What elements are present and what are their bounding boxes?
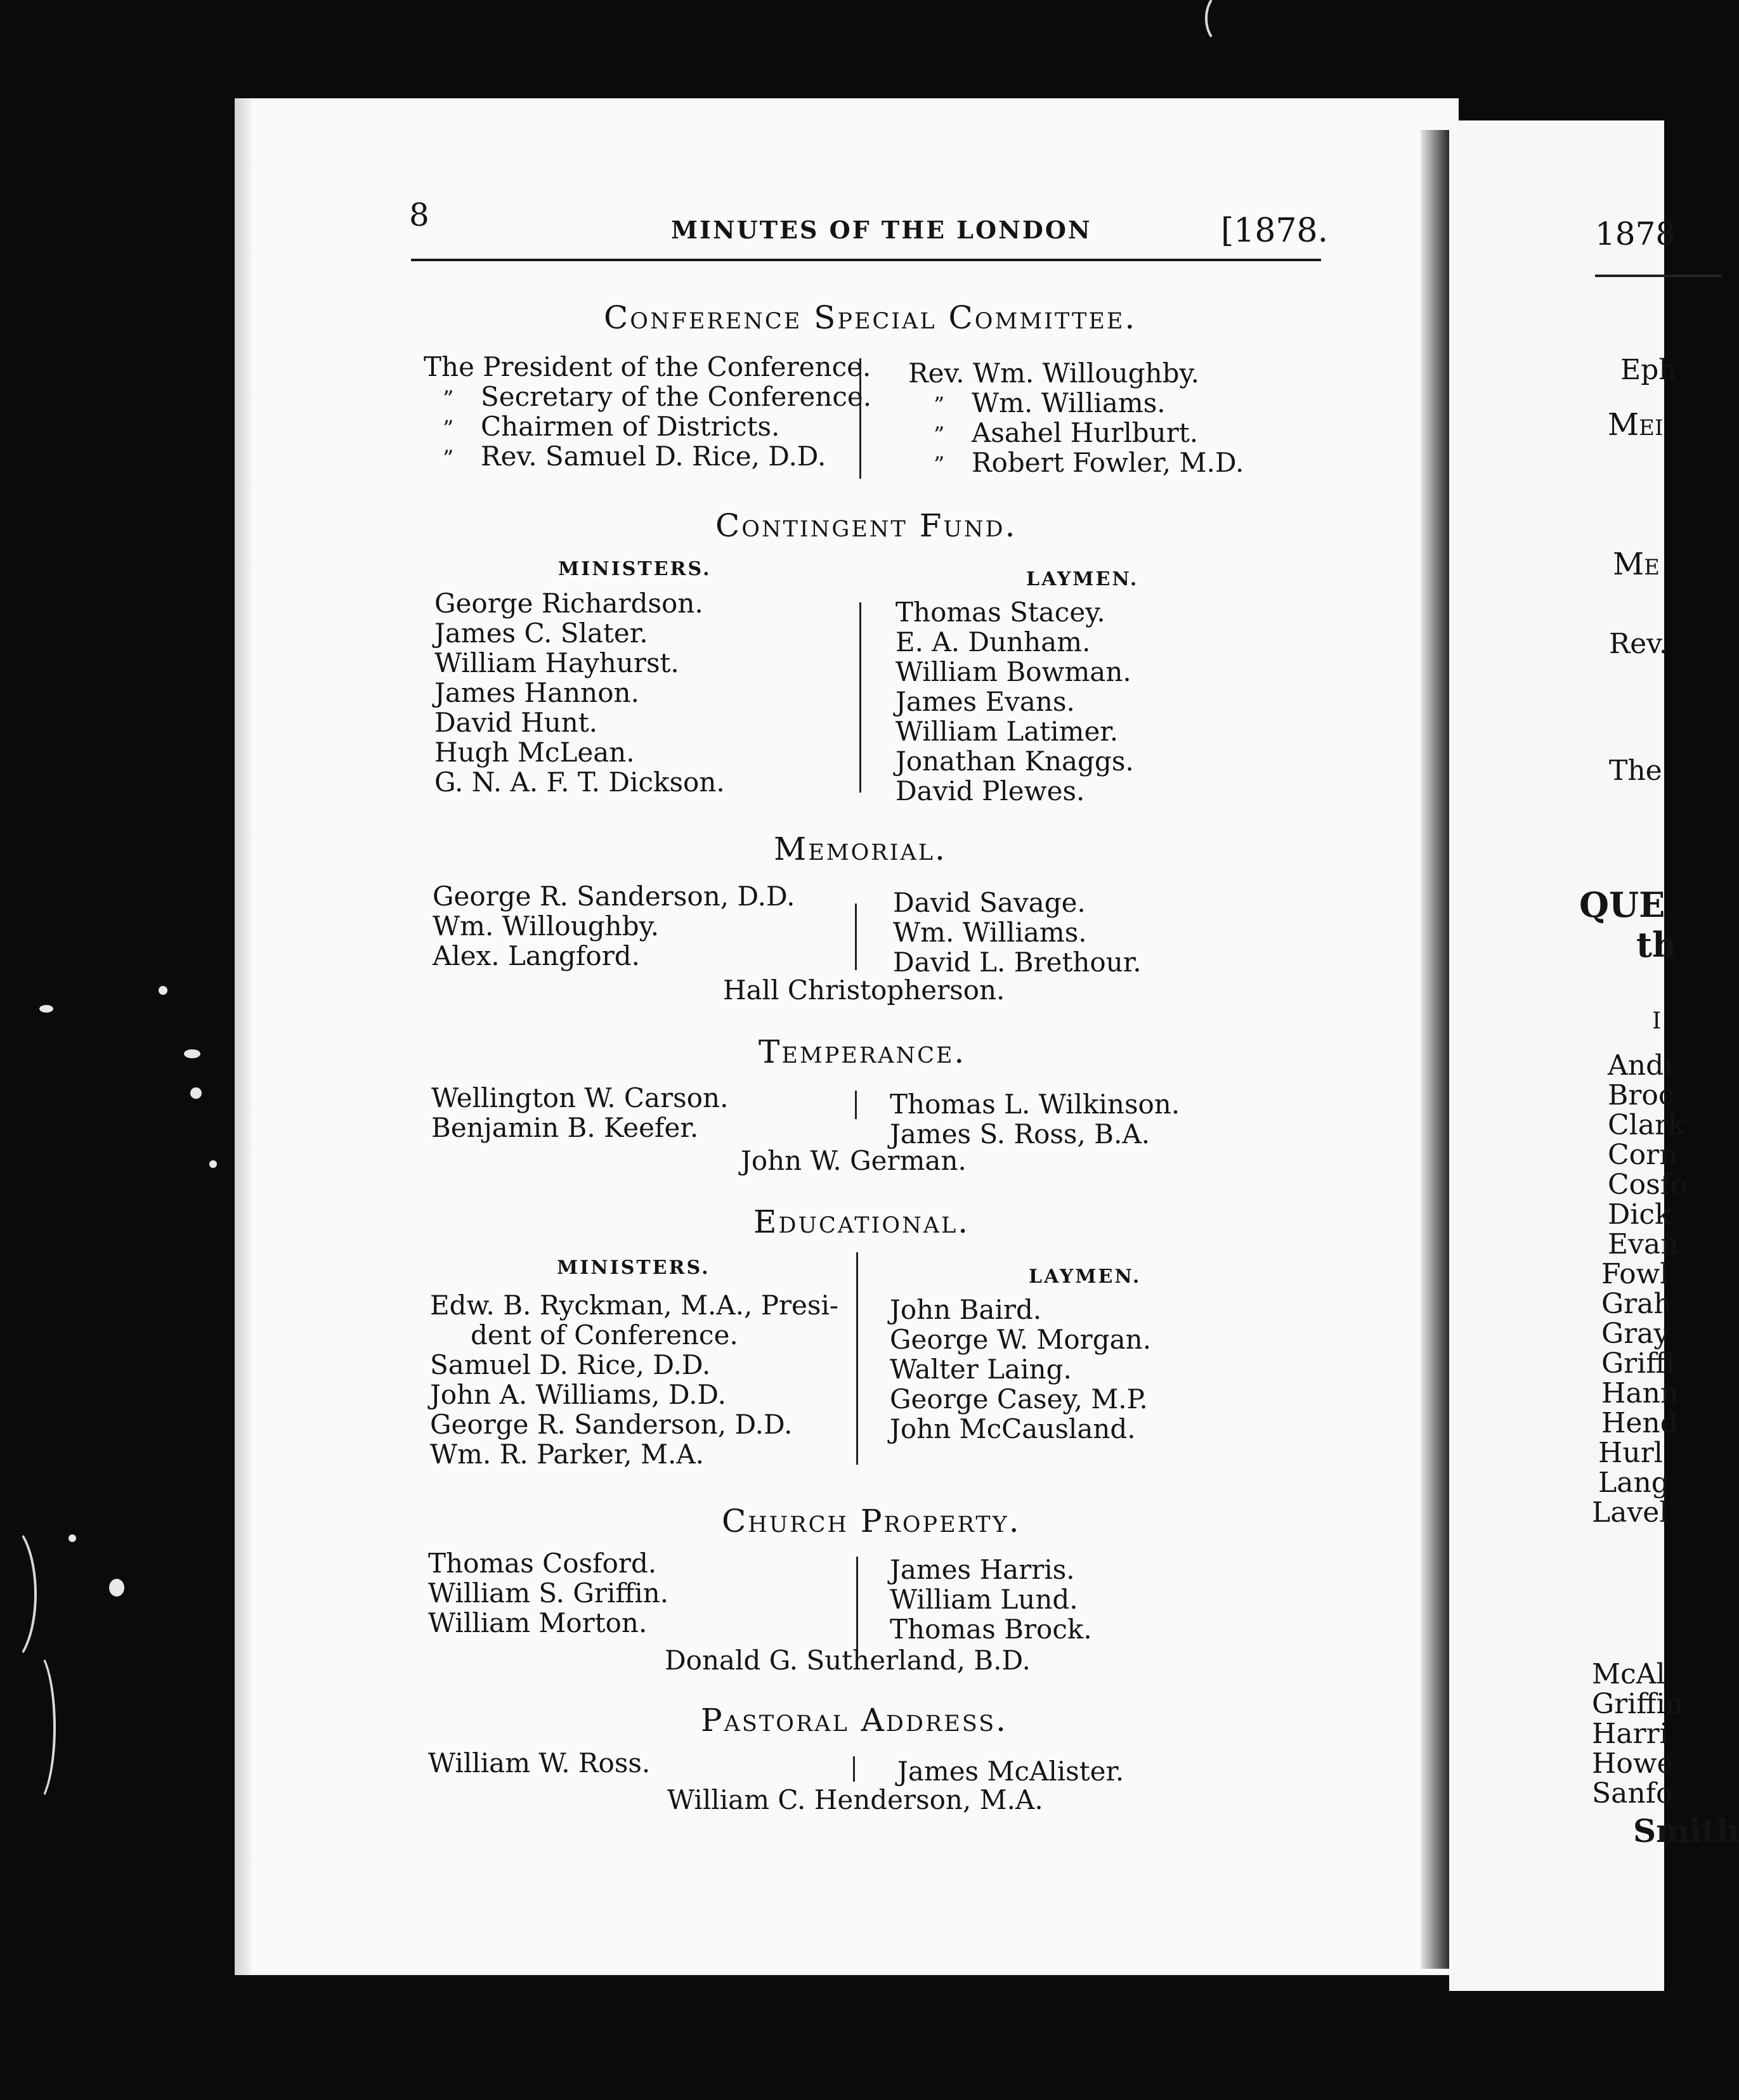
contingent-minister: William Hayhurst. <box>434 647 679 678</box>
right-page-fragment-line: Mei <box>1608 407 1664 443</box>
right-page-fragment-line: I <box>1652 1008 1662 1034</box>
section-title-temperance: Temperance. <box>759 1034 967 1070</box>
section-title-pastoral-address: Pastoral Address. <box>701 1702 1008 1739</box>
right-page-fragment-line: Cosfo <box>1608 1169 1688 1201</box>
temperance-member: Thomas L. Wilkinson. <box>890 1089 1180 1120</box>
church-property-member: William Morton. <box>428 1607 648 1638</box>
contingent-minister: David Hunt. <box>434 707 598 738</box>
right-page-fragment-line: Eph <box>1620 354 1677 386</box>
right-page-fragment-line: Lavel <box>1592 1496 1669 1529</box>
section-title-special-committee: Conference Special Committee. <box>604 299 1137 336</box>
right-page-fragment-line: Evan <box>1608 1228 1679 1261</box>
right-page-fragment-line: Corn <box>1608 1139 1677 1171</box>
book-gutter <box>1421 130 1449 1969</box>
page-running-title: MINUTES OF THE LONDON <box>671 216 1092 244</box>
special-right-line: ” Wm. Williams. <box>934 387 1166 418</box>
church-property-center-name: Donald G. Sutherland, B.D. <box>665 1645 1031 1676</box>
memorial-member: Wm. Willoughby. <box>433 911 660 942</box>
background-speck <box>159 986 167 995</box>
right-page-fragment-line: Clark <box>1608 1109 1685 1141</box>
background-speck <box>184 1049 200 1058</box>
contingent-minister: Hugh McLean. <box>434 737 635 768</box>
laymen-heading: LAYMEN. <box>1029 1266 1142 1288</box>
educational-minister: George R. Sanderson, D.D. <box>430 1409 793 1440</box>
right-page-fragment-line: Smith <box>1633 1812 1739 1850</box>
right-page-rule <box>1595 275 1722 277</box>
right-page-fragment-line: QUE <box>1579 885 1665 925</box>
educational-layman: John Baird. <box>890 1294 1042 1325</box>
educational-layman: John McCausland. <box>890 1413 1136 1444</box>
educational-layman: George W. Morgan. <box>890 1324 1152 1355</box>
right-page-fragment-line: Broc <box>1608 1079 1674 1112</box>
column-divider <box>855 1091 857 1119</box>
temperance-member: Wellington W. Carson. <box>431 1082 729 1113</box>
church-property-member: William Lund. <box>890 1584 1078 1615</box>
column-divider <box>859 358 861 479</box>
right-page-year: 1878 <box>1595 216 1676 252</box>
ministers-heading: MINISTERS. <box>557 1257 710 1279</box>
column-divider <box>859 602 861 793</box>
right-page-fragment-line: Dick <box>1608 1198 1672 1231</box>
right-page-fragment-line: McAl <box>1592 1658 1665 1690</box>
background-speck <box>109 1579 124 1597</box>
memorial-member: David Savage. <box>893 887 1086 918</box>
educational-minister: dent of Conference. <box>471 1319 738 1351</box>
right-page-fragment-line: Howe <box>1592 1747 1674 1780</box>
educational-layman: Walter Laing. <box>890 1354 1072 1385</box>
background-speck <box>68 1534 76 1542</box>
right-page-fragment-line: th <box>1636 924 1677 965</box>
contingent-minister: George Richardson. <box>434 588 703 619</box>
right-page-fragment-line: Griffi <box>1601 1347 1675 1380</box>
educational-minister: Edw. B. Ryckman, M.A., Presi- <box>430 1290 839 1321</box>
church-property-member: William S. Griffin. <box>428 1578 669 1609</box>
memorial-member: George R. Sanderson, D.D. <box>433 881 795 912</box>
right-page-fragment-line: Hend <box>1601 1407 1678 1439</box>
background-arc <box>1205 0 1235 43</box>
memorial-member: Wm. Williams. <box>893 917 1087 948</box>
contingent-minister: James Hannon. <box>434 677 639 708</box>
column-divider <box>856 1252 858 1465</box>
page-year: [1878. <box>1221 212 1329 250</box>
column-divider <box>853 1756 855 1782</box>
right-page-fragment-line: Hurl <box>1598 1437 1663 1469</box>
right-page-fragment-line: Grah <box>1601 1288 1672 1320</box>
educational-minister: John A. Williams, D.D. <box>430 1379 726 1410</box>
laymen-heading: LAYMEN. <box>1026 568 1139 590</box>
memorial-member: David L. Brethour. <box>893 947 1142 978</box>
pastoral-right-name: James McAlister. <box>897 1756 1124 1787</box>
contingent-minister: James C. Slater. <box>434 618 648 649</box>
special-left-line: ” Secretary of the Conference. <box>443 381 872 412</box>
contingent-layman: William Bowman. <box>896 656 1131 687</box>
educational-layman: George Casey, M.P. <box>890 1384 1148 1415</box>
special-right-line: ” Robert Fowler, M.D. <box>934 447 1244 478</box>
right-page-fragment-line: Lang <box>1598 1467 1669 1499</box>
right-page-fragment-line: Rev. <box>1609 628 1668 660</box>
contingent-layman: David Plewes. <box>896 775 1085 807</box>
section-title-educational: Educational. <box>753 1203 970 1240</box>
right-page-fragment-line: Fowl <box>1601 1258 1669 1290</box>
educational-minister: Wm. R. Parker, M.A. <box>430 1439 705 1470</box>
church-property-member: James Harris. <box>890 1554 1075 1585</box>
special-left-line: ” Chairmen of Districts. <box>443 411 780 442</box>
background-speck <box>209 1160 217 1168</box>
contingent-layman: William Latimer. <box>896 716 1119 747</box>
background-speck <box>190 1087 202 1099</box>
contingent-minister: G. N. A. F. T. Dickson. <box>434 767 725 798</box>
right-page-fragment-line: Griffin <box>1592 1688 1683 1720</box>
pastoral-center-name: William C. Henderson, M.A. <box>667 1784 1043 1815</box>
church-property-member: Thomas Brock. <box>890 1614 1092 1645</box>
pastoral-left-name: William W. Ross. <box>428 1747 651 1779</box>
contingent-layman: James Evans. <box>896 686 1075 717</box>
right-page-fragment-line: Harri <box>1592 1718 1669 1750</box>
memorial-center-name: Hall Christopherson. <box>723 975 1005 1006</box>
ministers-heading: MINISTERS. <box>558 558 712 580</box>
section-title-memorial: Memorial. <box>774 831 947 867</box>
temperance-member: James S. Ross, B.A. <box>890 1118 1150 1150</box>
special-right-line: ” Asahel Hurlburt. <box>934 417 1199 448</box>
educational-minister: Samuel D. Rice, D.D. <box>430 1349 711 1380</box>
header-rule <box>411 259 1321 261</box>
contingent-layman: E. A. Dunham. <box>896 626 1091 658</box>
background-arc <box>0 1522 37 1666</box>
contingent-layman: Thomas Stacey. <box>896 597 1105 628</box>
right-page-fragment-line: Gray <box>1601 1318 1670 1350</box>
column-divider <box>856 1557 858 1652</box>
memorial-member: Alex. Langford. <box>433 940 641 971</box>
section-title-contingent-fund: Contingent Fund. <box>715 507 1017 544</box>
special-left-line: The President of the Conference. <box>424 351 871 382</box>
page-number: 8 <box>409 197 429 233</box>
contingent-layman: Jonathan Knaggs. <box>896 746 1134 777</box>
temperance-member: Benjamin B. Keefer. <box>431 1112 699 1143</box>
right-page-fragment-line: Hann <box>1601 1377 1679 1410</box>
special-left-line: ” Rev. Samuel D. Rice, D.D. <box>443 441 826 472</box>
section-title-church-property: Church Property. <box>722 1503 1021 1539</box>
right-page-fragment-line: Me <box>1613 547 1660 582</box>
right-page-fragment-line: The <box>1609 755 1662 787</box>
right-page-fragment <box>1449 120 1739 1991</box>
right-page-fragment-line: Sanfo <box>1592 1777 1673 1810</box>
church-property-member: Thomas Cosford. <box>428 1548 657 1579</box>
column-divider <box>855 904 857 970</box>
right-page-fragment-line: Andı <box>1608 1049 1673 1082</box>
temperance-center-name: John W. German. <box>741 1145 967 1176</box>
background-arc <box>13 1649 56 1806</box>
special-right-line: Rev. Wm. Willoughby. <box>908 358 1200 389</box>
background-speck <box>39 1005 53 1013</box>
page-edge-shadow <box>235 98 251 1975</box>
